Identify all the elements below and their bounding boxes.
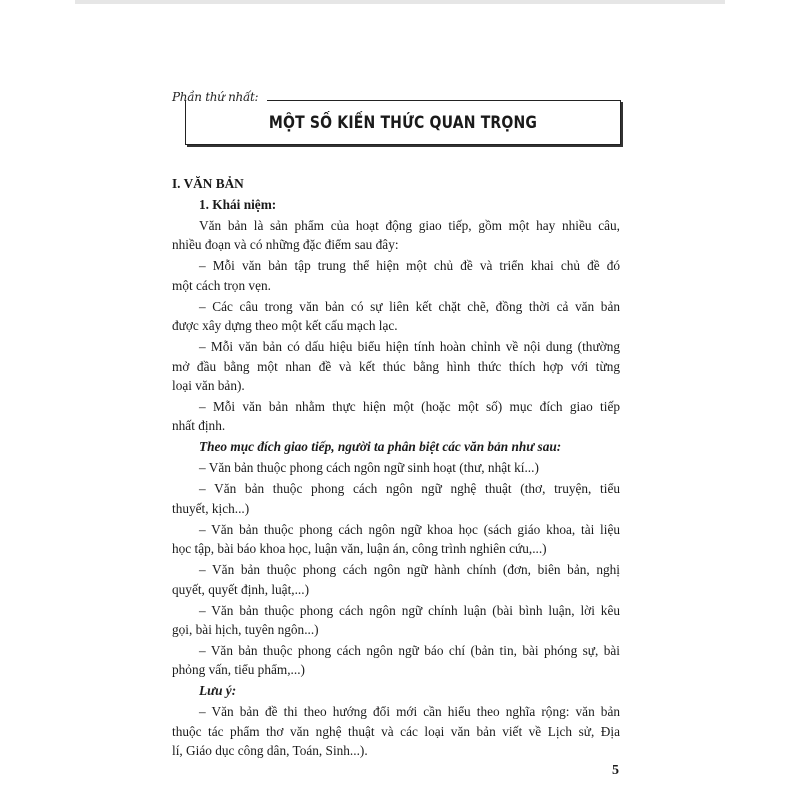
text-line: – Mỗi văn bản có dấu hiệu biểu hiện tính hoàn chỉnh về nội dung (thường	[199, 339, 620, 355]
paragraph	[172, 195, 620, 214]
text-line: nhất định.	[172, 418, 226, 434]
section-heading: I. VĂN BẢN	[172, 176, 244, 191]
text-line: – Văn bản thuộc phong cách ngôn ngữ sinh hoạt (thư, nhật kí...)	[199, 460, 539, 476]
paragraph	[172, 458, 620, 477]
paragraph	[172, 702, 620, 760]
text-line: phỏng vấn, tiểu phẩm,...)	[172, 662, 305, 678]
text-line: 1. Khái niệm:	[199, 197, 277, 212]
paragraph	[172, 601, 620, 640]
paragraph	[172, 681, 620, 700]
text-line: quyết, quyết định, luật,...)	[172, 581, 310, 597]
text-line: Văn bản là sản phẩm của hoạt động giao tiếp, gồm một hay nhiều câu,	[199, 218, 620, 233]
text-line: Theo mục đích giao tiếp, người ta phân biệt các văn bản như sau:	[199, 439, 562, 455]
text-line: loại văn bản).	[172, 378, 245, 394]
paragraph	[172, 520, 620, 559]
chapter-title: MỘT SỐ KIẾN THỨC QUAN TRỌNG	[268, 113, 538, 132]
text-line: mở đầu bằng một nhan đề và kết thúc bằng hình thức thích hợp với từng	[172, 358, 620, 374]
text-line: – Văn bản thuộc phong cách ngôn ngữ chính luận (bài bình luận, lời kêu	[199, 602, 620, 618]
paragraph	[172, 397, 620, 436]
paragraph	[172, 216, 620, 255]
text-line: một cách trọn vẹn.	[172, 277, 271, 293]
paragraph	[172, 641, 620, 680]
paragraph	[172, 437, 620, 456]
text-line: – Văn bản thuộc phong cách ngôn ngữ khoa học (sách giáo khoa, tài liệu	[199, 521, 620, 537]
text-line: – Văn bản thuộc phong cách ngôn ngữ báo chí (bản tin, bài phóng sự, bài	[199, 643, 620, 659]
text-line: học tập, bài báo khoa học, luận văn, luận án, công trình nghiên cứu,...)	[172, 541, 547, 557]
paragraph	[172, 337, 620, 395]
paragraph	[172, 256, 620, 295]
text-line: thuyết, kịch...)	[172, 500, 250, 516]
text-line: – Mỗi văn bản nhằm thực hiện một (hoặc một số) mục đích giao tiếp	[199, 399, 620, 415]
text-line: gọi, bài hịch, tuyên ngôn...)	[172, 622, 319, 638]
paragraph	[172, 560, 620, 599]
paragraph	[172, 297, 620, 336]
text-line: – Văn bản đề thi theo hướng đổi mới cần hiểu theo nghĩa rộng: văn bản	[199, 704, 620, 720]
part-label: Phần thứ nhất:	[172, 90, 259, 104]
text-line: nhiều đoạn và có những đặc điểm sau đây:	[172, 237, 399, 253]
text-line: được xây dựng theo một kết cấu mạch lạc.	[172, 318, 398, 334]
text-line: Lưu ý:	[199, 683, 237, 699]
text-line: – Các câu trong văn bản có sự liên kết chặt chẽ, đồng thời cả văn bản	[199, 298, 620, 314]
paragraph	[172, 479, 620, 518]
title-box	[185, 100, 621, 145]
text-line: lí, Giáo dục công dân, Toán, Sinh...).	[172, 743, 368, 759]
document-body	[172, 174, 620, 761]
text-line: – Mỗi văn bản tập trung thể hiện một chủ đề và triển khai chủ đề đó	[199, 258, 620, 274]
text-line: thuộc tác phẩm thơ văn nghệ thuật và các loại văn bản viết về Lịch sử, Địa	[172, 723, 620, 739]
text-line: – Văn bản thuộc phong cách ngôn ngữ hành chính (đơn, biên bản, nghị	[199, 562, 620, 578]
text-line: – Văn bản thuộc phong cách ngôn ngữ nghệ thuật (thơ, truyện, tiểu	[199, 481, 620, 497]
page-number: 5	[612, 763, 619, 778]
